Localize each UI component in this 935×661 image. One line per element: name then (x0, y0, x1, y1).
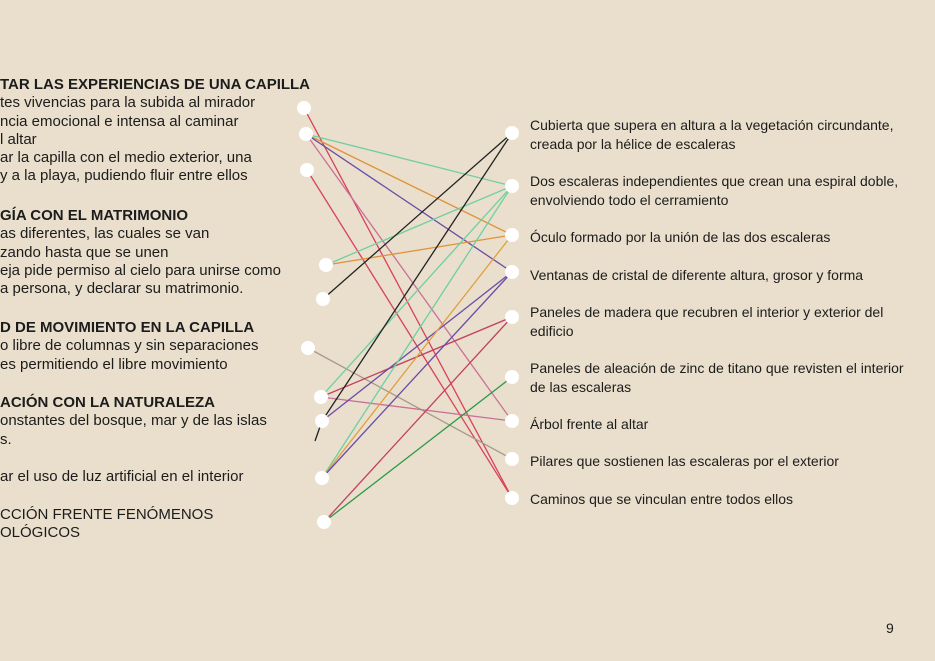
right-connector-dot (505, 265, 519, 279)
section-line: ar el uso de luz artificial en el interior (0, 468, 244, 485)
right-connector-dot (505, 414, 519, 428)
right-connector-dot (505, 452, 519, 466)
right-connector-dot (505, 126, 519, 140)
right-item-cubierta: Cubierta que supera en altura a la vegetación circundante, creada por la hélice de escaleras (530, 117, 894, 152)
right-item-oculo: Óculo formado por la unión de las dos escaleras (530, 229, 831, 245)
section-heading: GÍA CON EL MATRIMONIO (0, 207, 189, 224)
connector-line (321, 397, 512, 421)
left-section-naturaleza (0, 394, 267, 449)
section-line: l altar (0, 130, 37, 148)
section-line: OLÓGICOS (0, 524, 81, 542)
connector-line (323, 133, 512, 299)
section-line: zando hasta que se unen (0, 243, 169, 261)
section-heading: ACIÓN CON LA NATURALEZA (0, 394, 215, 411)
right-item-paneles-zinc: Paneles de aleación de zinc de titano que revisten el interior de las escaleras (530, 360, 904, 395)
connector-line (304, 108, 512, 498)
connector-line (322, 133, 512, 421)
right-connector-dot (505, 370, 519, 384)
left-section-luz (0, 468, 243, 486)
right-item-pilares: Pilares que sostienen las escaleras por el exterior (530, 453, 839, 469)
section-line: es permitiendo el libre movimiento (0, 355, 228, 373)
connector-line (324, 377, 512, 522)
section-heading: D DE MOVIMIENTO EN LA CAPILLA (0, 319, 255, 336)
section-line: tes vivencias para la subida al mirador (0, 94, 256, 112)
section-line: o libre de columnas y sin separaciones (0, 337, 259, 355)
left-connector-dot (315, 471, 329, 485)
right-item-escaleras: Dos escaleras independientes que crean una espiral doble, envolviendo todo el cerramiento (530, 173, 899, 208)
section-heading: TAR LAS EXPERIENCIAS DE UNA CAPILLA (0, 76, 311, 93)
connector-lines (304, 108, 512, 522)
section-line: s. (0, 430, 12, 448)
left-connector-dot (301, 341, 315, 355)
left-connector-dot (316, 292, 330, 306)
right-connector-dot (505, 491, 519, 505)
connector-line (326, 235, 512, 265)
left-section-matrimonio (0, 207, 281, 298)
left-section-experiences (0, 76, 310, 186)
connector-line (306, 134, 512, 421)
right-item-paneles-madera: Paneles de madera que recubren el interior y exterior del edificio (530, 304, 884, 339)
connector-line (322, 272, 512, 478)
left-section-movimiento (0, 319, 258, 374)
right-item-arbol: Árbol frente al altar (530, 416, 649, 432)
section-line: y a la playa, pudiendo fluir entre ellos (0, 167, 248, 185)
section-line: a persona, y declarar su matrimonio. (0, 280, 244, 298)
left-connector-dot (315, 414, 329, 428)
left-connector-dot (317, 515, 331, 529)
right-item-caminos: Caminos que se vinculan entre todos ellos (530, 491, 794, 507)
right-connector-dot (505, 310, 519, 324)
right-item-ventanas: Ventanas de cristal de diferente altura, grosor y forma (530, 267, 864, 283)
left-connector-dot (319, 258, 333, 272)
right-connector-dot (505, 228, 519, 242)
section-line: ar la capilla con el medio exterior, una (0, 149, 252, 167)
left-section-fenomenos (0, 506, 213, 543)
page-number: 9 (886, 620, 894, 636)
section-line: CCIÓN FRENTE FENÓMENOS (0, 506, 214, 523)
section-line: as diferentes, las cuales se van (0, 225, 210, 243)
section-line: onstantes del bosque, mar y de las islas (0, 412, 267, 430)
connector-line (322, 186, 512, 478)
section-line: eja pide permiso al cielo para unirse como (0, 261, 281, 279)
section-line: ncia emocional e intensa al caminar (0, 112, 239, 130)
right-connector-dot (505, 179, 519, 193)
connector-line (322, 235, 512, 478)
left-connector-dot (314, 390, 328, 404)
